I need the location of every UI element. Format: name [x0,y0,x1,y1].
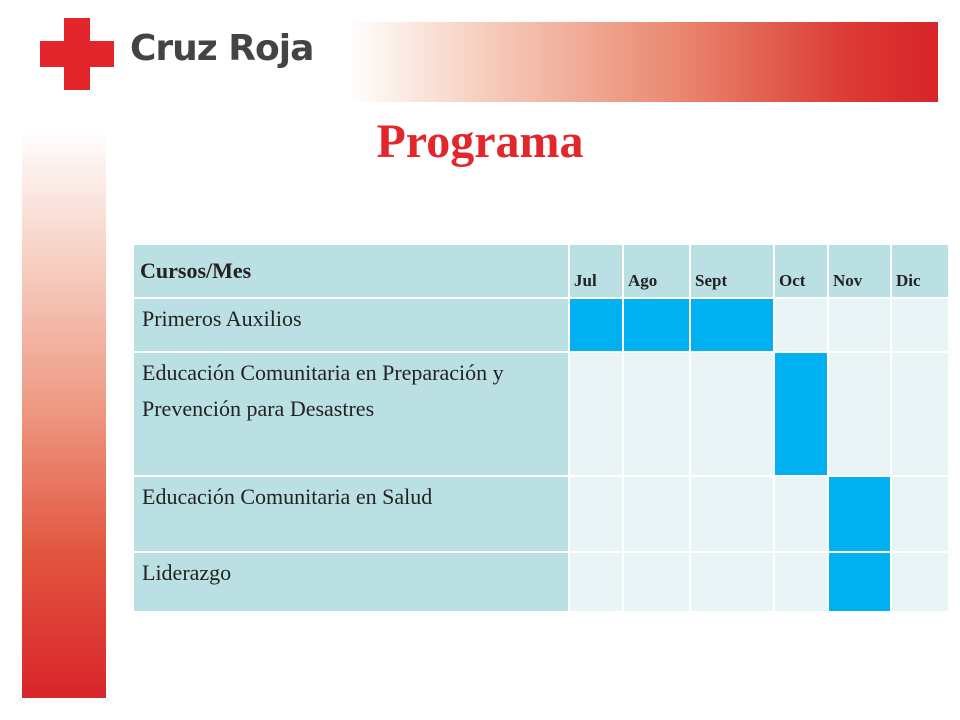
course-name: Liderazgo [133,552,569,612]
page-title: Programa [376,115,584,168]
schedule-cell-active [828,476,891,552]
schedule-cell [569,352,623,476]
table-row [133,476,949,552]
schedule-cell [690,552,774,612]
red-cross-icon-bar [40,41,114,67]
schedule-cell [891,298,949,352]
header-month-dic: Dic [891,244,949,298]
schedule-cell [569,476,623,552]
schedule-cell-active [774,352,828,476]
schedule-cell [569,552,623,612]
schedule-cell [623,352,690,476]
table-row [133,552,949,612]
header-month-jul: Jul [569,244,623,298]
schedule-cell [623,476,690,552]
header-gradient-band [348,22,938,102]
schedule-cell-active [828,552,891,612]
schedule-cell [891,476,949,552]
schedule-cell [774,298,828,352]
course-name: Primeros Auxilios [133,298,569,352]
schedule-table [132,243,950,613]
header-month-nov: Nov [828,244,891,298]
schedule-cell-active [569,298,623,352]
schedule-cell [623,552,690,612]
header-month-oct: Oct [774,244,828,298]
course-name: Educación Comunitaria en Preparación y Prevención para Desastres [133,352,569,476]
schedule-cell-active [690,298,774,352]
header-course-label: Cursos/Mes [133,244,569,298]
schedule-cell [891,552,949,612]
schedule-cell-active [623,298,690,352]
schedule-cell [891,352,949,476]
schedule-cell [828,298,891,352]
logo-text: Cruz Roja [130,28,314,69]
header-month-sept: Sept [690,244,774,298]
table-row [133,298,949,352]
schedule-cell [774,552,828,612]
schedule-cell [828,352,891,476]
table-header-row [133,244,949,298]
table-row [133,352,949,476]
schedule-cell [774,476,828,552]
course-name: Educación Comunitaria en Salud [133,476,569,552]
side-gradient-band [22,128,106,698]
header-month-ago: Ago [623,244,690,298]
schedule-cell [690,476,774,552]
cruz-roja-logo [40,18,314,90]
schedule-cell [690,352,774,476]
